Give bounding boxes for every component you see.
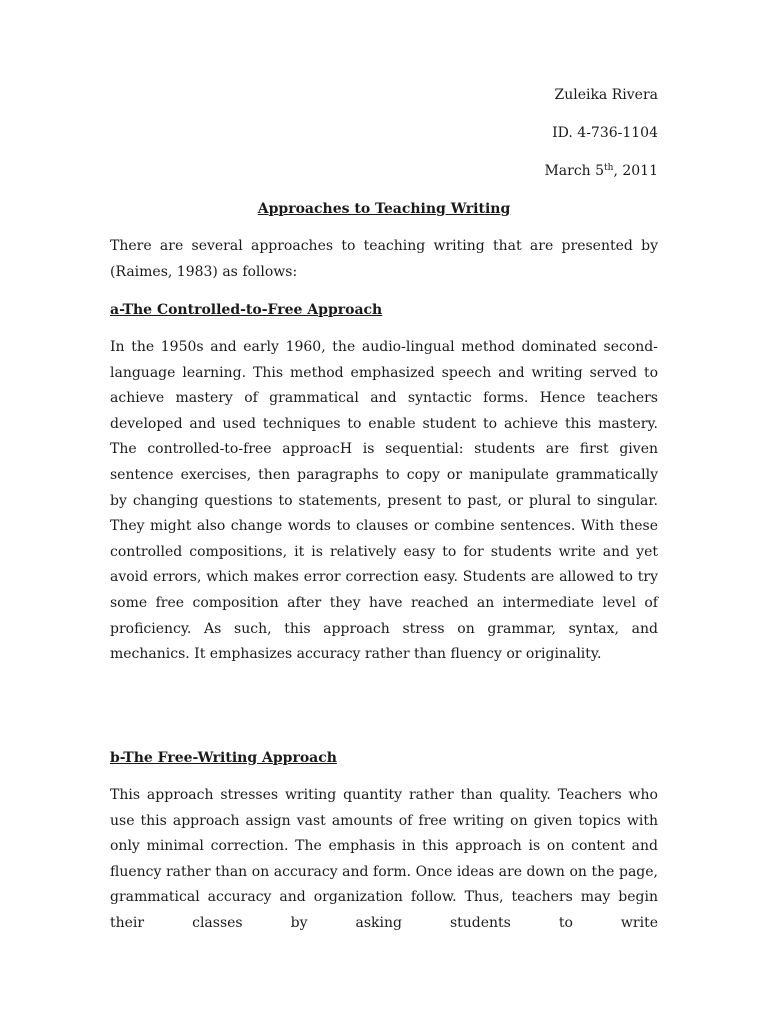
section-heading-controlled-to-free: a-The Controlled-to-Free Approach xyxy=(110,302,383,318)
date-prefix: March 5 xyxy=(544,163,605,179)
section-heading-free-writing: b-The Free-Writing Approach xyxy=(110,750,337,766)
author-name: Zuleika Rivera xyxy=(554,87,658,103)
student-id: ID. 4-736-1104 xyxy=(552,125,658,141)
section-body-free-writing: This approach stresses writing quantity rather than quality. Teachers who use this approach assign vast amounts of free writing on given topics with only minimal correction. The emphasis in this approach is on content and fluency rather than on accuracy and form. Once ideas are down on the page, grammatical accuracy and organization follow. Thus, teachers may begin their classes by asking students to write xyxy=(110,787,658,931)
intro-paragraph: There are several approaches to teaching writing that are presented by (Raimes, 1983) as follows: xyxy=(110,238,658,280)
document-date xyxy=(544,161,658,181)
section-body-controlled-to-free: In the 1950s and early 1960, the audio-lingual method dominated second-language learning. This method emphasized speech and writing served to achieve mastery of grammatical and syntactic forms. Hence teachers developed and used techniques to enable student to achieve this mastery. The controlled-to-free approacH is sequential: students are first given sentence exercises, then paragraphs to copy or manipulate grammatically by changing questions to statements, present to past, or plural to singular. They might also change words to clauses or combine sentences. With these controlled compositions, it is relatively easy to for students write and yet avoid errors, which makes error correction easy. Students are allowed to try some free composition after they have reached an intermediate level of proficiency. As such, this approach stress on grammar, syntax, and mechanics. It emphasizes accuracy rather than fluency or originality. xyxy=(110,339,658,663)
document-title: Approaches to Teaching Writing xyxy=(257,201,511,217)
date-superscript: th xyxy=(604,163,614,173)
date-suffix: , 2011 xyxy=(613,163,658,179)
